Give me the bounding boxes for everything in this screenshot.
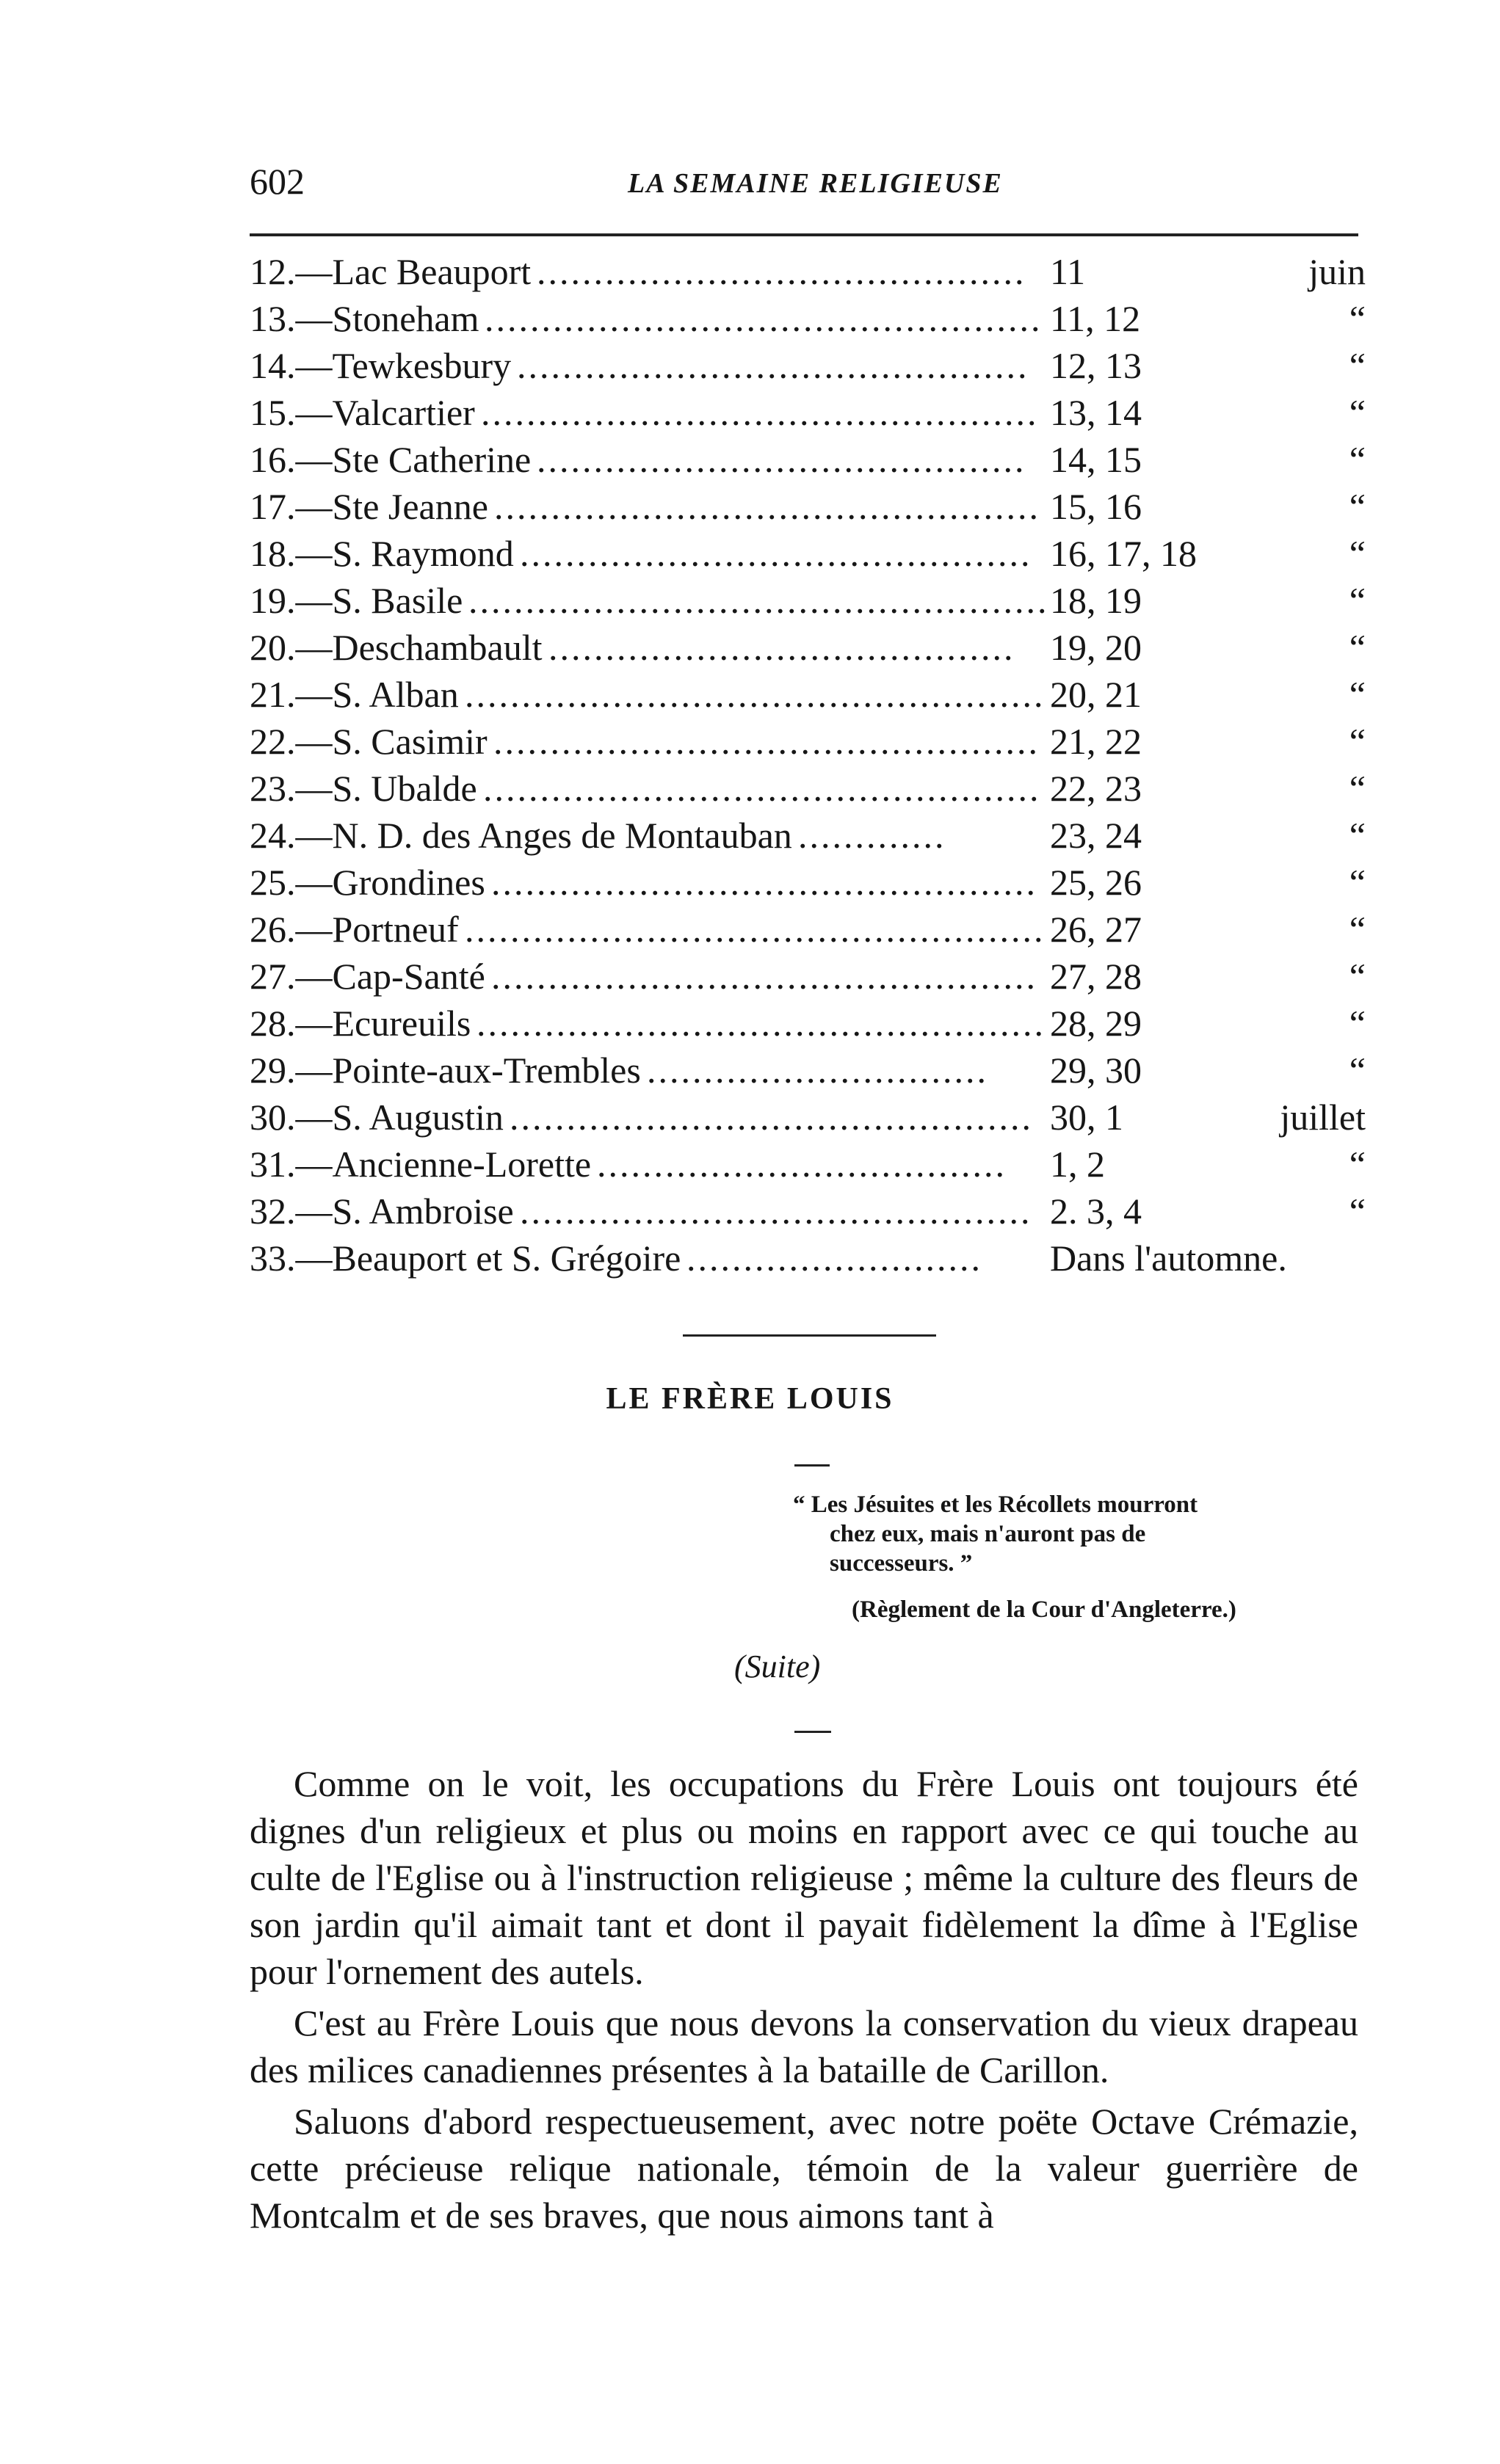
schedule-place: 21.—S. Alban bbox=[250, 674, 459, 715]
body-paragraph: Saluons d'abord respectueusement, avec notre poëte Octave Crémazie, cette précieuse relique nationale, témoin de la valeur guerrière de Montcalm et de ses braves, que nous aimons tant à bbox=[250, 2101, 1358, 2236]
epigraph-source: (Règlement de la Cour d'Angleterre.) bbox=[852, 1596, 1236, 1623]
schedule-place: 13.—Stoneham bbox=[250, 298, 479, 339]
schedule-dates: 23, 24 bbox=[1050, 815, 1142, 856]
schedule-row bbox=[250, 953, 1366, 1000]
schedule-place: 30.—S. Augustin bbox=[250, 1097, 504, 1138]
schedule-row bbox=[250, 483, 1366, 530]
schedule-place: 20.—Deschambault bbox=[250, 627, 543, 668]
schedule-month: “ bbox=[1349, 439, 1366, 480]
schedule-dates: 1, 2 bbox=[1050, 1144, 1105, 1185]
schedule-row bbox=[250, 1047, 1366, 1094]
schedule-place: 12.—Lac Beauport bbox=[250, 251, 532, 292]
schedule-month: “ bbox=[1349, 298, 1366, 339]
schedule-row bbox=[250, 295, 1366, 342]
continuation-label: (Suite) bbox=[734, 1649, 821, 1685]
schedule-row bbox=[250, 389, 1366, 436]
schedule-dates: 26, 27 bbox=[1050, 909, 1142, 950]
schedule-place: 28.—Ecureuils bbox=[250, 1003, 471, 1044]
dot-leader: ................................................. bbox=[481, 392, 1039, 433]
schedule-month: “ bbox=[1349, 1191, 1366, 1232]
section-divider bbox=[683, 1334, 936, 1337]
dot-leader: ........................................... bbox=[537, 251, 1026, 292]
schedule-place: 29.—Pointe-aux-Trembles bbox=[250, 1050, 641, 1091]
schedule-month: “ bbox=[1349, 721, 1366, 762]
dot-leader: ................................................ bbox=[494, 486, 1040, 527]
schedule-dates: 18, 19 bbox=[1050, 580, 1142, 621]
schedule-row bbox=[250, 1094, 1366, 1141]
page-number: 602 bbox=[250, 161, 305, 202]
schedule-row bbox=[250, 1235, 1366, 1282]
body-paragraph: Comme on le voit, les occupations du Frère Louis ont toujours été dignes d'un religieux et plus ou moins en rapport avec ce qui touche au culte de l'Eglise ou à l'instruction religieuse ; même la culture des fleurs de son jardin qu'il aimait tant et dont il payait fidèlement la dîme à l'Eglise pour l'ornement des autels. bbox=[250, 1763, 1358, 1992]
schedule-month: “ bbox=[1349, 1003, 1366, 1044]
epigraph-line: chez eux, mais n'auront pas de bbox=[830, 1521, 1146, 1547]
schedule-dates: 28, 29 bbox=[1050, 1003, 1142, 1044]
schedule-dates: 25, 26 bbox=[1050, 862, 1142, 903]
schedule-place: 31.—Ancienne-Lorette bbox=[250, 1144, 592, 1185]
schedule-dates: 15, 16 bbox=[1050, 486, 1142, 527]
dot-leader: ................................................. bbox=[485, 298, 1043, 339]
schedule-place: 22.—S. Casimir bbox=[250, 721, 488, 762]
schedule-dates: 14, 15 bbox=[1050, 439, 1142, 480]
schedule-dates: 30, 1 bbox=[1050, 1097, 1123, 1138]
dot-leader: .............................. bbox=[647, 1050, 988, 1091]
header-rule bbox=[250, 233, 1358, 236]
schedule-month: “ bbox=[1349, 627, 1366, 668]
schedule-place: 23.—S. Ubalde bbox=[250, 768, 477, 809]
schedule-month: “ bbox=[1349, 580, 1366, 621]
schedule-row bbox=[250, 859, 1366, 906]
article-body bbox=[250, 1760, 1358, 2243]
schedule-row bbox=[250, 1000, 1366, 1047]
schedule-dates: 12, 13 bbox=[1050, 345, 1142, 386]
schedule-place: 15.—Valcartier bbox=[250, 392, 475, 433]
schedule-place: 25.—Grondines bbox=[250, 862, 485, 903]
dot-leader: ................................................... bbox=[465, 674, 1046, 715]
schedule-dates: 11 bbox=[1050, 251, 1086, 292]
schedule-month: “ bbox=[1349, 345, 1366, 386]
dot-leader: ............. bbox=[798, 815, 946, 856]
epigraph-line: “ Les Jésuites et les Récollets mourront bbox=[793, 1491, 1198, 1518]
schedule-dates: 13, 14 bbox=[1050, 392, 1142, 433]
schedule-month: “ bbox=[1349, 909, 1366, 950]
schedule-place: 33.—Beauport et S. Grégoire bbox=[250, 1238, 681, 1279]
schedule-month: “ bbox=[1349, 533, 1366, 574]
schedule-dates: 11, 12 bbox=[1050, 298, 1141, 339]
schedule-place: 16.—Ste Catherine bbox=[250, 439, 532, 480]
journal-title: LA SEMAINE RELIGIEUSE bbox=[628, 168, 1003, 199]
schedule-row bbox=[250, 342, 1366, 389]
schedule-month: “ bbox=[1349, 392, 1366, 433]
schedule-place: 27.—Cap-Santé bbox=[250, 956, 485, 997]
schedule-month: juin bbox=[1308, 251, 1366, 292]
schedule-row bbox=[250, 765, 1366, 812]
schedule-dates: 19, 20 bbox=[1050, 627, 1142, 668]
dot-leader: ......................................... bbox=[548, 627, 1015, 668]
running-head bbox=[250, 160, 1358, 211]
schedule-row bbox=[250, 812, 1366, 859]
schedule-row bbox=[250, 671, 1366, 718]
schedule-place: 14.—Tewkesbury bbox=[250, 345, 512, 386]
schedule-month: “ bbox=[1349, 862, 1366, 903]
schedule-dates: Dans l'automne. bbox=[1050, 1238, 1287, 1279]
dot-leader: ................................................ bbox=[493, 721, 1040, 762]
schedule-row bbox=[250, 577, 1366, 624]
dot-leader: .......................... bbox=[686, 1238, 982, 1279]
dot-leader: .............................................. bbox=[510, 1097, 1033, 1138]
schedule-row bbox=[250, 1188, 1366, 1235]
article-title: LE FRÈRE LOUIS bbox=[606, 1382, 894, 1416]
schedule-place: 32.—S. Ambroise bbox=[250, 1191, 514, 1232]
schedule-month: “ bbox=[1349, 674, 1366, 715]
dot-leader: ............................................. bbox=[520, 533, 1032, 574]
schedule-month: “ bbox=[1349, 768, 1366, 809]
schedule-dates: 22, 23 bbox=[1050, 768, 1142, 809]
schedule-month: juillet bbox=[1280, 1097, 1366, 1138]
schedule-dates: 2. 3, 4 bbox=[1050, 1191, 1142, 1232]
dot-leader: ................................................. bbox=[483, 768, 1041, 809]
schedule-row bbox=[250, 624, 1366, 671]
dot-leader: ................................................... bbox=[465, 909, 1046, 950]
epigraph-line: successeurs. ” bbox=[830, 1550, 973, 1577]
dot-leader: ................................................ bbox=[491, 862, 1037, 903]
schedule-place: 19.—S. Basile bbox=[250, 580, 463, 621]
schedule-row bbox=[250, 248, 1366, 295]
dot-leader: ............................................. bbox=[517, 345, 1029, 386]
schedule-month: “ bbox=[1349, 815, 1366, 856]
schedule-month: “ bbox=[1349, 956, 1366, 997]
schedule-row bbox=[250, 436, 1366, 483]
visit-schedule bbox=[250, 248, 1366, 1282]
schedule-row bbox=[250, 1141, 1366, 1188]
schedule-dates: 21, 22 bbox=[1050, 721, 1142, 762]
schedule-place: 24.—N. D. des Anges de Montauban bbox=[250, 815, 792, 856]
dot-leader: .................................... bbox=[597, 1144, 1007, 1185]
epigraph bbox=[793, 1490, 1351, 1578]
schedule-place: 18.—S. Raymond bbox=[250, 533, 514, 574]
schedule-row bbox=[250, 718, 1366, 765]
schedule-dates: 20, 21 bbox=[1050, 674, 1142, 715]
dot-leader: ................................................ bbox=[491, 956, 1037, 997]
dot-leader: .................................................. bbox=[477, 1003, 1046, 1044]
body-paragraph: C'est au Frère Louis que nous devons la conservation du vieux drapeau des milices canadiennes présentes à la bataille de Carillon. bbox=[250, 2002, 1358, 2090]
dot-leader: ............................................. bbox=[520, 1191, 1032, 1232]
schedule-month: “ bbox=[1349, 486, 1366, 527]
dot-leader: ........................................... bbox=[537, 439, 1026, 480]
schedule-row bbox=[250, 530, 1366, 577]
schedule-month: “ bbox=[1349, 1144, 1366, 1185]
schedule-place: 17.—Ste Jeanne bbox=[250, 486, 488, 527]
body-dash bbox=[794, 1731, 831, 1733]
dot-leader: ................................................... bbox=[468, 580, 1049, 621]
schedule-dates: 29, 30 bbox=[1050, 1050, 1142, 1091]
schedule-place: 26.—Portneuf bbox=[250, 909, 459, 950]
schedule-row bbox=[250, 906, 1366, 953]
title-dash bbox=[794, 1464, 830, 1467]
schedule-dates: 27, 28 bbox=[1050, 956, 1142, 997]
schedule-month: “ bbox=[1349, 1050, 1366, 1091]
schedule-dates: 16, 17, 18 bbox=[1050, 533, 1197, 574]
